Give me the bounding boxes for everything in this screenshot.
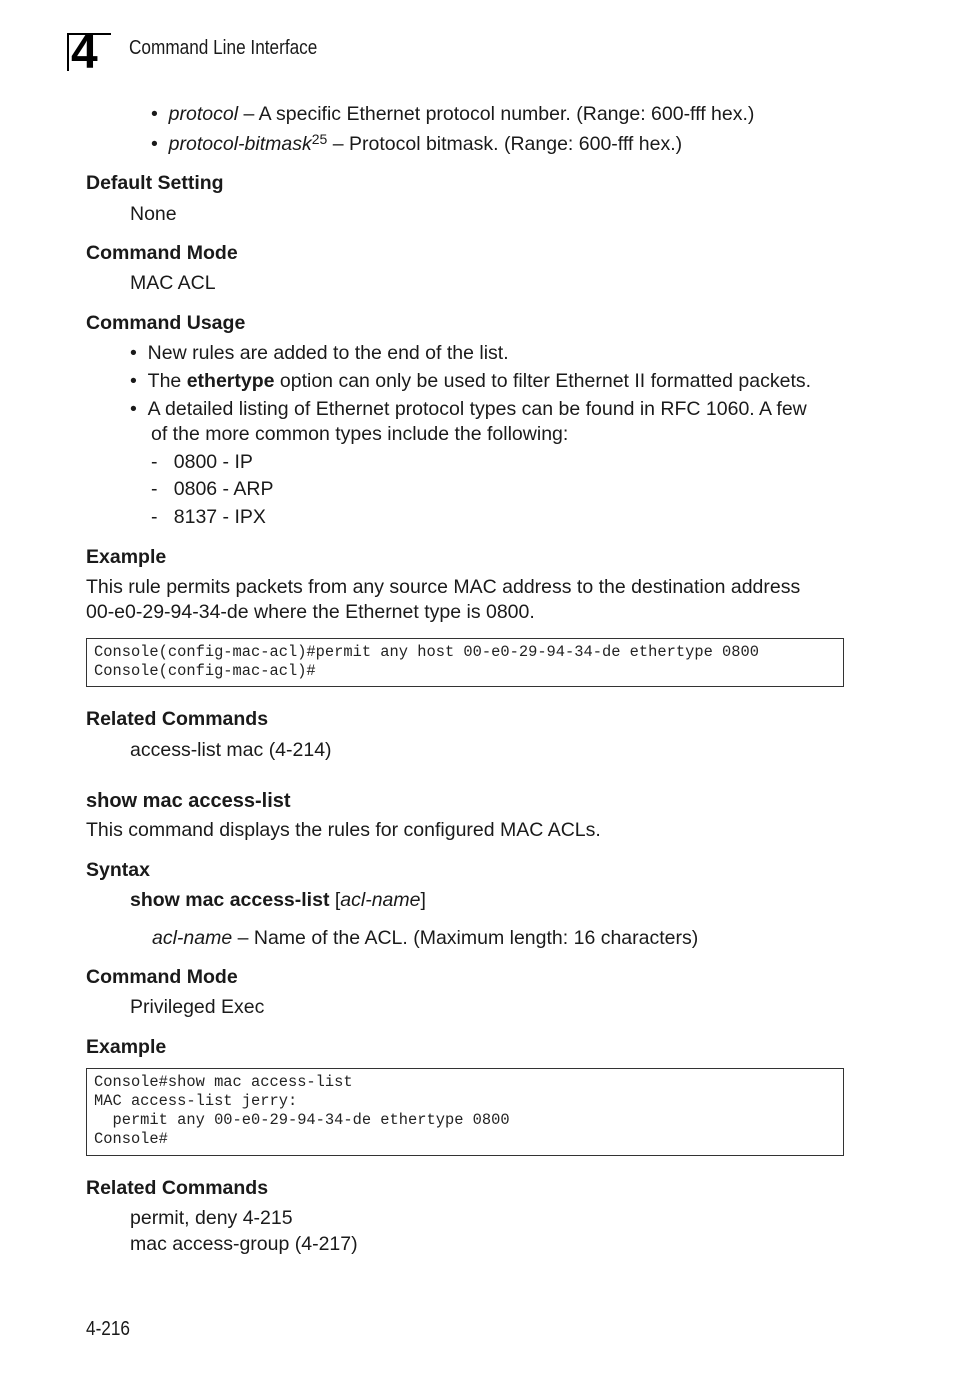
command-usage-heading: Command Usage xyxy=(86,312,246,334)
param-item: • protocol – A specific Ethernet protocol number. (Range: 600-fff hex.) xyxy=(151,103,755,125)
code-line: Console# xyxy=(94,1130,168,1148)
usage-bullet: • A detailed listing of Ethernet protocol types can be found in RFC 1060. A few xyxy=(130,398,807,420)
syntax-command: show mac access-list xyxy=(130,889,330,911)
footnote-ref: 25 xyxy=(311,131,328,147)
usage-bullet: • The ethertype option can only be used to filter Ethernet II formatted packets. xyxy=(130,370,812,392)
running-header-title: Command Line Interface xyxy=(129,37,318,59)
related-command-link[interactable]: mac access-group (4-217) xyxy=(130,1233,358,1255)
syntax-heading: Syntax xyxy=(86,859,150,881)
syntax-line: show mac access-list [acl-name] xyxy=(130,889,426,911)
default-setting-heading: Default Setting xyxy=(86,172,224,194)
code-line: Console(config-mac-acl)# xyxy=(94,662,316,680)
code-line: Console#show mac access-list xyxy=(94,1073,353,1091)
example-description: 00-e0-29-94-34-de where the Ethernet type is 0800. xyxy=(86,601,535,623)
usage-bullet: • New rules are added to the end of the list. xyxy=(130,342,509,364)
chapter-number-box xyxy=(67,26,111,79)
usage-bullet-continuation: of the more common types include the following: xyxy=(151,423,569,445)
code-line: permit any 00-e0-29-94-34-de ethertype 0800 xyxy=(94,1111,510,1129)
syntax-param-description: acl-name – Name of the ACL. (Maximum length: 16 characters) xyxy=(152,927,699,949)
param-desc: – Protocol bitmask. (Range: 600-fff hex.) xyxy=(327,133,683,155)
example-heading: Example xyxy=(86,1036,167,1058)
ethertype-keyword: ethertype xyxy=(186,370,275,392)
related-command-link[interactable]: access-list mac (4-214) xyxy=(130,739,332,761)
protocol-type-item: - 0800 - IP xyxy=(151,451,253,473)
section-description: This command displays the rules for configured MAC ACLs. xyxy=(86,819,601,841)
param-item: • protocol-bitmask$^{25}$ – Protocol bitmask. (Range: 600-fff hex.) xyxy=(151,131,683,155)
section-title: show mac access-list xyxy=(86,790,291,812)
related-commands-heading: Related Commands xyxy=(86,708,269,730)
command-mode-value: MAC ACL xyxy=(130,272,216,294)
command-mode-heading: Command Mode xyxy=(86,242,238,264)
code-block xyxy=(86,638,844,687)
param-term: protocol xyxy=(168,103,239,125)
default-setting-value: None xyxy=(130,203,177,225)
command-mode-value: Privileged Exec xyxy=(130,996,265,1018)
example-description: This rule permits packets from any source MAC address to the destination address xyxy=(86,576,801,598)
param-desc: – A specific Ethernet protocol number. (Range: 600-fff hex.) xyxy=(238,103,755,125)
related-commands-heading: Related Commands xyxy=(86,1177,269,1199)
code-line: MAC access-list jerry: xyxy=(94,1092,298,1110)
related-command-link[interactable]: permit, deny 4-215 xyxy=(130,1207,293,1229)
code-line: Console(config-mac-acl)#permit any host 00-e0-29-94-34-de ethertype 0800 xyxy=(94,643,759,661)
page-number: 4-216 xyxy=(86,1318,130,1340)
code-block xyxy=(86,1068,844,1156)
param-term: protocol-bitmask xyxy=(168,133,312,155)
example-heading: Example xyxy=(86,546,167,568)
command-mode-heading: Command Mode xyxy=(86,966,238,988)
protocol-type-item: - 8137 - IPX xyxy=(151,506,266,528)
syntax-param: acl-name xyxy=(340,889,421,911)
chapter-number: 4 xyxy=(71,26,98,79)
protocol-type-item: - 0806 - ARP xyxy=(151,478,274,500)
